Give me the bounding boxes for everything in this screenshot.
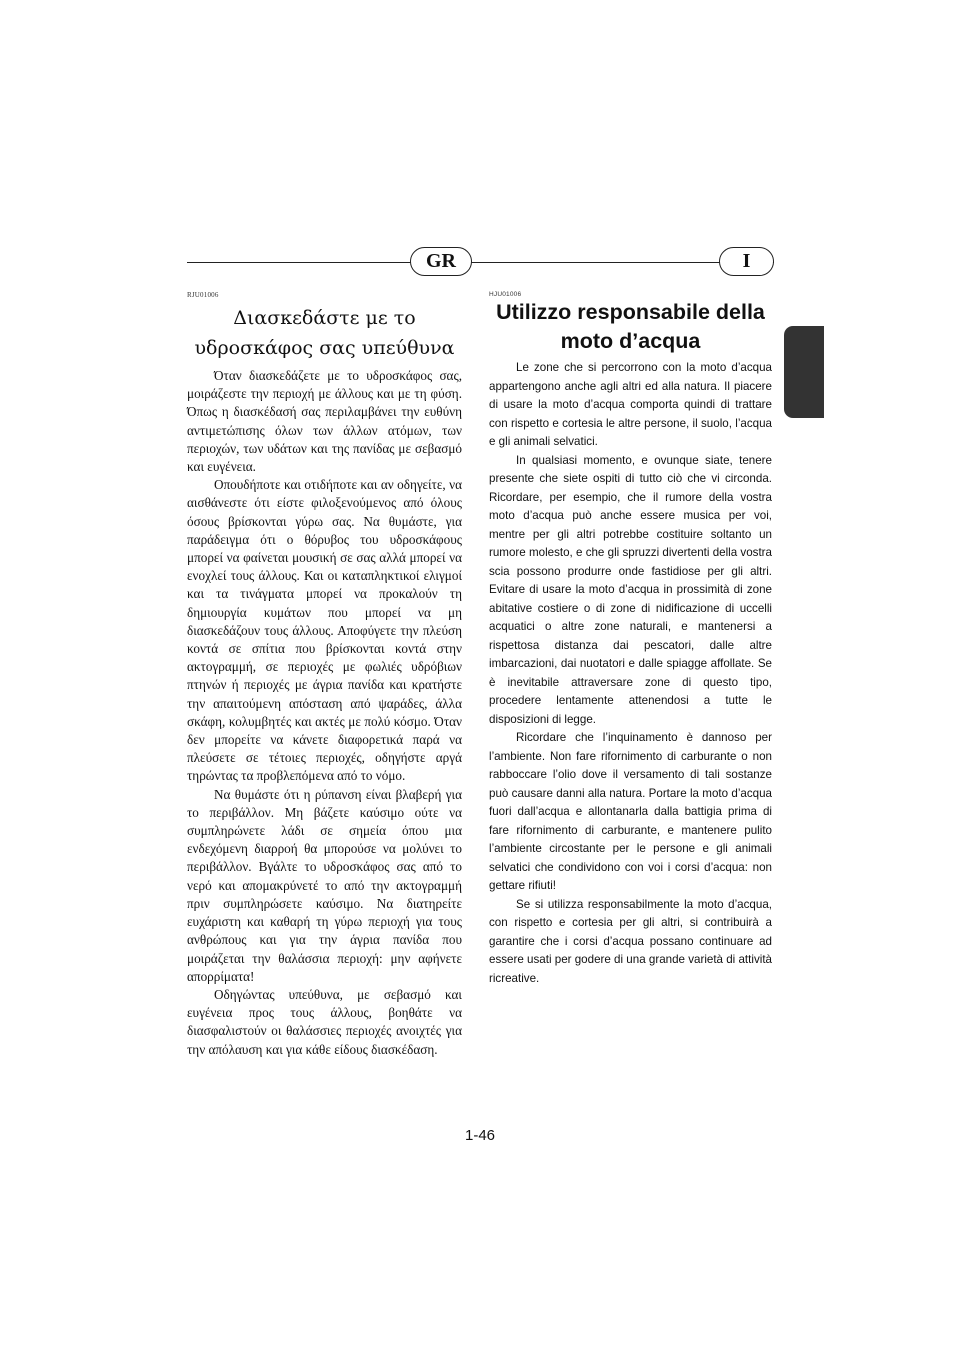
greek-column — [187, 291, 462, 1059]
paragraph: Να θυμάστε ότι η ρύπανση είναι βλαβερή για το περιβάλλον. Μη βάζετε καύσιμο ούτε να συμπληρώνετε λάδι σε σημεία όπου μια ενδεχόμενη διαρροή θα μπορούσε να μολύνει το περιβάλλον. Βγάλτε το υδροσκάφος σας από το νερό και απομακρύνετέ το από την ακτογραμμή πριν συμπληρώσετε καύσιμο. Να διατηρείτε ευχάριστη και καθαρή τη γύρω περιοχή για τους ανθρώπους και για την άγρια πανίδα που μοιράζεται την θαλάσσια περιοχή: μην αφήνετε απορρίματα! — [187, 786, 462, 984]
section-body — [187, 367, 462, 1059]
section-title: Utilizzo responsabile della moto d’acqua — [496, 300, 765, 353]
language-badge-i: I — [719, 247, 774, 276]
paragraph: In qualsiasi momento, e ovunque siate, tenere presente che siete ospiti di tutto ciò che vi circonda. Ricordare, per esempio, che il rumore della vostra moto d’acqua può anche essere musica per voi, mentre per gli altri potrebbe costituire soltanto un rumore molesto, e che gli spruzzi divertenti della vostra scia possono produrre onde fastidiose per gli altri. Evitare di usare la moto d’acqua in prossimità di zone abitative costiere o di zone di nidificazione di uccelli acquatici o altre zone naturali, e mantenersi a rispettosa distanza dai pescatori, dalle altre imbarcazioni, dai nuotatori e dalle spiagge affollate. Se è inevitabile attraversare zone di questo tipo, procedere lentamente attenendosi a tutte le disposizioni di legge. — [489, 453, 772, 726]
paragraph: Se si utilizza responsabilmente la moto d’acqua, con rispetto e cortesia per gli altri, si contribuirà a garantire che i corsi d’acqua possano continuare ad essere usati per godere di una grande varietà di attività ricreative. — [489, 897, 772, 985]
paragraph: Ricordare che l’inquinamento è dannoso per l’ambiente. Non fare rifornimento di carburante o non rabboccare l’olio dove il versamento di tali sostanze può causare danni alla natura. Portare la moto d’acqua fuori dall’acqua e allontanarla dalla battigia prima di fare rifornimento di carburante, e mantenere pulito l’ambiente circostante per le persone e gli animali selvatici che condividono con voi i corsi d’acqua: non gettare rifiuti! — [489, 731, 772, 892]
language-badge-gr: GR — [410, 247, 472, 276]
section-code: HJU01006 — [489, 291, 522, 298]
page-number: 1-46 — [464, 1127, 496, 1144]
header-rule — [187, 262, 774, 263]
section-code: RJU01006 — [187, 291, 219, 299]
italian-column — [489, 291, 772, 988]
paragraph: Οδηγώντας υπεύθυνα, με σεβασμό και ευγένεια προς τους άλλους, βοηθάτε να διασφαλιστούν οι θαλάσσιες περιοχές ανοιχτές για την απόλαυση και για κάθε είδους διασκέδαση. — [187, 986, 462, 1057]
paragraph: Οπουδήποτε και οτιδήποτε και αν οδηγείτε, να αισθάνεστε ότι είστε φιλοξενούμενος από όλους όσους βρίσκονται γύρω σας. Να θυμάστε, για παράδειγμα ότι ο θόρυβος του υδροσκάφους μπορεί να φαίνεται μουσική σε σας αλλά μπορεί να ενοχλεί τους άλλους. Και οι καταπληκτικοί ελιγμοί και τα τινάγματα μπορεί να προκαλούν τη δημιουργία κυμάτων που μπορεί να μη διασκεδάζουν τους άλλους. Αποφύγετε την πλεύση κοντά σε σπίτια που βρίσκονται κοντά στην ακτογραμμή, σε περιοχές με φωλιές υδρόβιων πτηνών ή περιοχές με άγρια πανίδα και κρατήστε την απαιτούμενη απόσταση από ψαράδες, άλλα σκάφη, κολυμβητές και ακτές με πολύ κόσμο. Όταν δεν μπορείτε να κάνετε διαφορετικά παρά να πλεύσετε σε τέτοιες περιοχές, οδηγήστε αργά τηρώντας τα προβλεπόμενα από το νόμο. — [187, 477, 462, 784]
section-body — [489, 359, 772, 988]
paragraph: Όταν διασκεδάζετε με το υδροσκάφος σας, μοιράζεστε την περιοχή με άλλους και με τη φύση. Όπως η διασκέδασή σας περιλαμβάνει την ευθύνη αντιμετώπισης όλων των άλλων ατόμων, των περιοχών, των υδάτων και της πανίδας με σεβασμό και ευγένεια. — [187, 368, 462, 475]
section-thumb-tab — [784, 326, 824, 418]
section-title: Διασκεδάστε με το υδροσκάφος σας υπεύθυνα — [194, 307, 455, 359]
paragraph: Le zone che si percorrono con la moto d’acqua appartengono anche agli altri ed alla natura. Il piacere di usare la moto d’acqua comporta quindi di trattare con rispetto e cortesia le altre persone, il suolo, l’acqua e gli animali selvatici. — [489, 361, 772, 448]
